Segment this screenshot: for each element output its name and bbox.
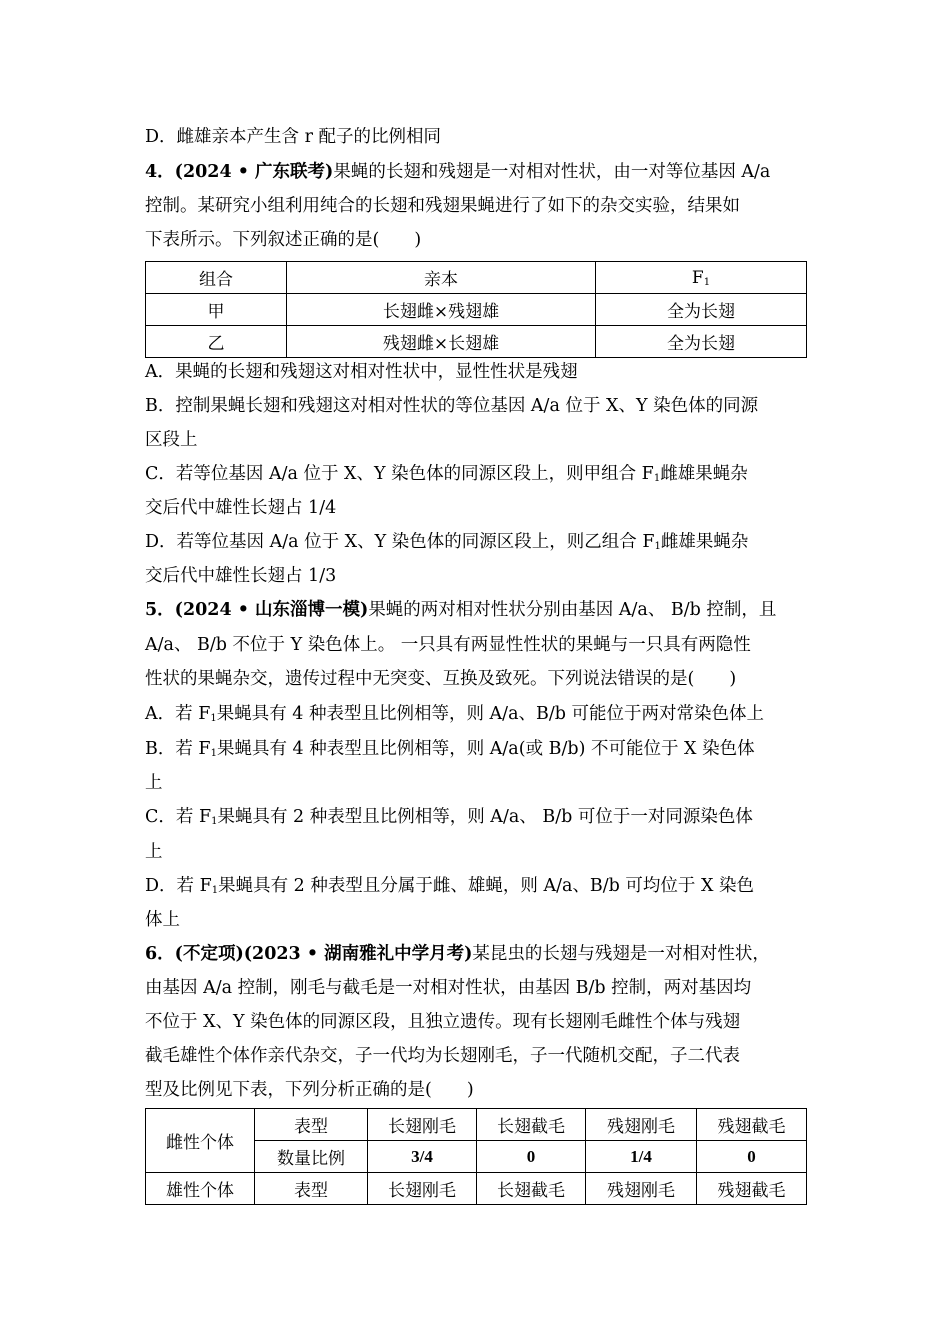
table-cell: 残翅雌×长翅雄 <box>287 326 596 358</box>
table-cell: 1/4 <box>586 1141 697 1173</box>
q4-stem-line-1: 4．(2024 • 广东联考)果蝇的长翅和残翅是一对相对性状，由一对等位基因 A/a <box>145 162 771 182</box>
q4-option-c: C．若等位基因 A/a 位于 X、Y 染色体的同源区段上，则甲组合 $F_1$雌雄果蝇杂 <box>145 464 748 484</box>
table-cell: 残翅截毛 <box>697 1109 807 1141</box>
table-row <box>146 1173 807 1205</box>
table-cell: 甲 <box>146 294 287 326</box>
q4-option-b: B．控制果蝇长翅和残翅这对相对性状的等位基因 A/a 位于 X、Y 染色体的同源 <box>145 396 759 416</box>
q5-number: 5．(2024 • 山东淄博一模) <box>145 600 369 620</box>
table-row <box>146 262 807 294</box>
q5-stem-line-3: 性状的果蝇杂交，遗传过程中无突变、互换及致死。下列说法错误的是( ) <box>145 669 737 689</box>
q6-stem-line-2: 由基因 A/a 控制，刚毛与截毛是一对相对性状，由基因 B/b 控制，两对基因均 <box>145 978 752 998</box>
q5-option-d: D．若 $F_1$果蝇具有 2 种表型且分属于雌、雄蝇，则 A/a、B/b 可均位于 X 染色 <box>145 876 755 896</box>
q6-stem-line-4: 截毛雄性个体作亲代杂交，子一代均为长翅刚毛，子一代随机交配，子二代表 <box>145 1046 740 1066</box>
q4-option-a: A．果蝇的长翅和残翅这对相对性状中，显性性状是残翅 <box>145 362 578 382</box>
q3-option-d: D．雌雄亲本产生含 r 配子的比例相同 <box>145 127 442 147</box>
q6-stem-line-5: 型及比例见下表，下列分析正确的是( ) <box>145 1080 474 1100</box>
q5-stem-line-2: A/a、 B/b 不位于 Y 染色体上。 一只具有两显性性状的果蝇与一只具有两隐性 <box>145 635 751 655</box>
q4-stem-line-2: 控制。某研究小组利用纯合的长翅和残翅果蝇进行了如下的杂交实验，结果如 <box>145 196 740 216</box>
q4-stem-line-3: 下表所示。下列叙述正确的是( ) <box>145 230 422 250</box>
q5-stem-line-1: 5．(2024 • 山东淄博一模)果蝇的两对相对性状分别由基因 A/a、 B/b 控制，且 <box>145 600 777 620</box>
table-cell: 残翅刚毛 <box>586 1173 697 1205</box>
q6-offspring-table <box>145 1108 807 1205</box>
table-cell: 雌性个体 <box>146 1109 255 1173</box>
q4-option-c-cont: 交后代中雄性长翅占 1/4 <box>145 498 337 518</box>
q5-option-d-cont: 体上 <box>145 910 180 930</box>
q4-option-d-cont: 交后代中雄性长翅占 1/3 <box>145 566 337 586</box>
table-row <box>146 326 807 358</box>
q5-option-b-cont: 上 <box>145 773 163 793</box>
table-cell: 长翅截毛 <box>477 1109 586 1141</box>
table-header: $F_1$ <box>596 262 807 294</box>
table-cell: 表型 <box>255 1173 368 1205</box>
table-cell: 全为长翅 <box>596 326 807 358</box>
table-cell: 长翅截毛 <box>477 1173 586 1205</box>
table-cell: 长翅雌×残翅雄 <box>287 294 596 326</box>
q4-number: 4．(2024 • 广东联考) <box>145 162 334 182</box>
q5-option-c-cont: 上 <box>145 842 163 862</box>
q5-option-b: B．若 $F_1$果蝇具有 4 种表型且比例相等，则 A/a(或 B/b) 不可能位于 X 染色体 <box>145 739 755 759</box>
table-cell: 长翅刚毛 <box>368 1173 477 1205</box>
q4-option-d: D．若等位基因 A/a 位于 X、Y 染色体的同源区段上，则乙组合 $F_1$雌雄果蝇杂 <box>145 532 749 552</box>
q4-option-b-cont: 区段上 <box>145 430 198 450</box>
table-row <box>146 1109 807 1141</box>
table-header: 亲本 <box>287 262 596 294</box>
table-cell: 表型 <box>255 1109 368 1141</box>
table-cell: 雄性个体 <box>146 1173 255 1205</box>
q6-stem-line-3: 不位于 X、Y 染色体的同源区段，且独立遗传。现有长翅刚毛雌性个体与残翅 <box>145 1012 741 1032</box>
table-cell: 0 <box>477 1141 586 1173</box>
q6-stem-line-1: 6．(不定项)(2023 • 湖南雅礼中学月考)某昆虫的长翅与残翅是一对相对性状， <box>145 944 770 964</box>
table-cell: 0 <box>697 1141 807 1173</box>
table-cell: 全为长翅 <box>596 294 807 326</box>
table-cell: 长翅刚毛 <box>368 1109 477 1141</box>
q6-number: 6．(不定项)(2023 • 湖南雅礼中学月考) <box>145 944 473 964</box>
table-cell: 数量比例 <box>255 1141 368 1173</box>
q5-option-a: A．若 $F_1$果蝇具有 4 种表型且比例相等，则 A/a、B/b 可能位于两对常染色体上 <box>145 704 765 724</box>
table-row <box>146 294 807 326</box>
table-header: 组合 <box>146 262 287 294</box>
q5-option-c: C．若 $F_1$果蝇具有 2 种表型且比例相等，则 A/a、 B/b 可位于一对同源染色体 <box>145 807 753 827</box>
table-cell: 3/4 <box>368 1141 477 1173</box>
q4-cross-table <box>145 261 807 358</box>
table-cell: 残翅截毛 <box>697 1173 807 1205</box>
table-cell: 乙 <box>146 326 287 358</box>
table-cell: 残翅刚毛 <box>586 1109 697 1141</box>
